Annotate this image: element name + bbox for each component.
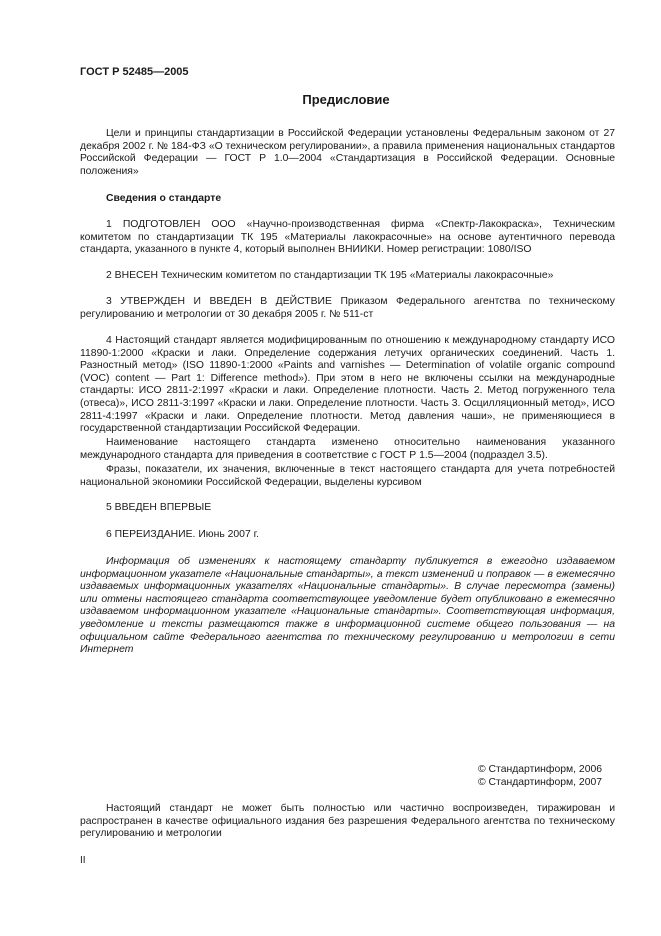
- footer-note: Настоящий стандарт не может быть полностью или частично воспроизведен, тиражирован и распространен в качестве официального издания без разрешения Федерального агентства по техническому регулированию и метрологии: [80, 803, 615, 840]
- item-1: 1 ПОДГОТОВЛЕН ООО «Научно-производственная фирма «Спектр-Лакокраска», Техническим комитетом по стандартизации ТК 195 «Материалы лакокрасочные» на основе аутентичного перевода стандарта, указанного в пункте 4, который выполнен ВНИИКИ. Номер регистрации: 1080/ISO: [80, 219, 615, 256]
- item-3: 3 УТВЕРЖДЕН И ВВЕДЕН В ДЕЙСТВИЕ Приказом Федерального агентства по техническому регулированию и метрологии от 30 декабря 2005 г. № 511-ст: [80, 296, 615, 320]
- page-number: II: [80, 855, 86, 866]
- item-4: 4 Настоящий стандарт является модифицированным по отношению к международному стандарту ИСО 11890-1:2000 «Краски и лаки. Определение содержания летучих органических соединений. Часть 1. Разностный метод» (ISO 11890-1:2000 «Paints and varnishes — Determination of volatile organic compound (VOC) content — Part 1: Difference method»). При этом в него не включены ссылки на международные стандарты: ИСО 2811-2:1997 «Краски и лаки. Определение плотности. Часть 2. Метод погруженного тела (отвеса)», ИСО 2811-3:1997 «Краски и лаки. Определение плотности. Часть 3. Осцилляционный метод», ИСО 2811-4:1997 «Краски и лаки. Определение плотности. Метод давления чаши», не применяющиеся в государственной стандартизации Российской Федерации.: [80, 335, 615, 435]
- item-2: 2 ВНЕСЕН Техническим комитетом по стандартизации ТК 195 «Материалы лакокрасочные»: [106, 270, 554, 281]
- item-5: 5 ВВЕДЕН ВПЕРВЫЕ: [106, 502, 212, 513]
- intro-paragraph: Цели и принципы стандартизации в Российской Федерации установлены Федеральным законом от 27 декабря 2002 г. № 184-ФЗ «О техническом регулировании», а правила применения национальных стандартов Российской Федерации — ГОСТ Р 1.0—2004 «Стандартизация в Российской Федерации. Основные положения»: [80, 128, 615, 177]
- item-4-note-name: Наименование настоящего стандарта изменено относительно наименования указанного международного стандарта для приведения в соответствие с ГОСТ Р 1.5—2004 (подраздел 3.5).: [80, 437, 615, 461]
- info-paragraph: Информация об изменениях к настоящему стандарту публикуется в ежегодно издаваемом информационном указателе «Национальные стандарты», а текст изменений и поправок — в ежемесячно издаваемых информационных указателях «Национальные стандарты». В случае пересмотра (замены) или отмены настоящего стандарта соответствующее уведомление будет опубликовано в ежемесячно издаваемом информационном указателе «Национальные стандарты». Соответствующая информация, уведомление и тексты размещаются также в информационной системе общего пользования — на официальном сайте Федерального агентства по техническому регулированию и метрологии в сети Интернет: [80, 556, 615, 656]
- copyright-2006: © Стандартинформ, 2006: [478, 764, 603, 775]
- copyright-2007: © Стандартинформ, 2007: [478, 777, 603, 788]
- section-title: Сведения о стандарте: [106, 193, 222, 204]
- item-4-note-phrases: Фразы, показатели, их значения, включенные в текст настоящего стандарта для учета потребностей национальной экономики Российской Федерации, выделены курсивом: [80, 464, 615, 488]
- page-title: Предисловие: [302, 92, 390, 107]
- document-header: ГОСТ Р 52485—2005: [80, 66, 189, 78]
- item-6: 6 ПЕРЕИЗДАНИЕ. Июнь 2007 г.: [106, 529, 260, 540]
